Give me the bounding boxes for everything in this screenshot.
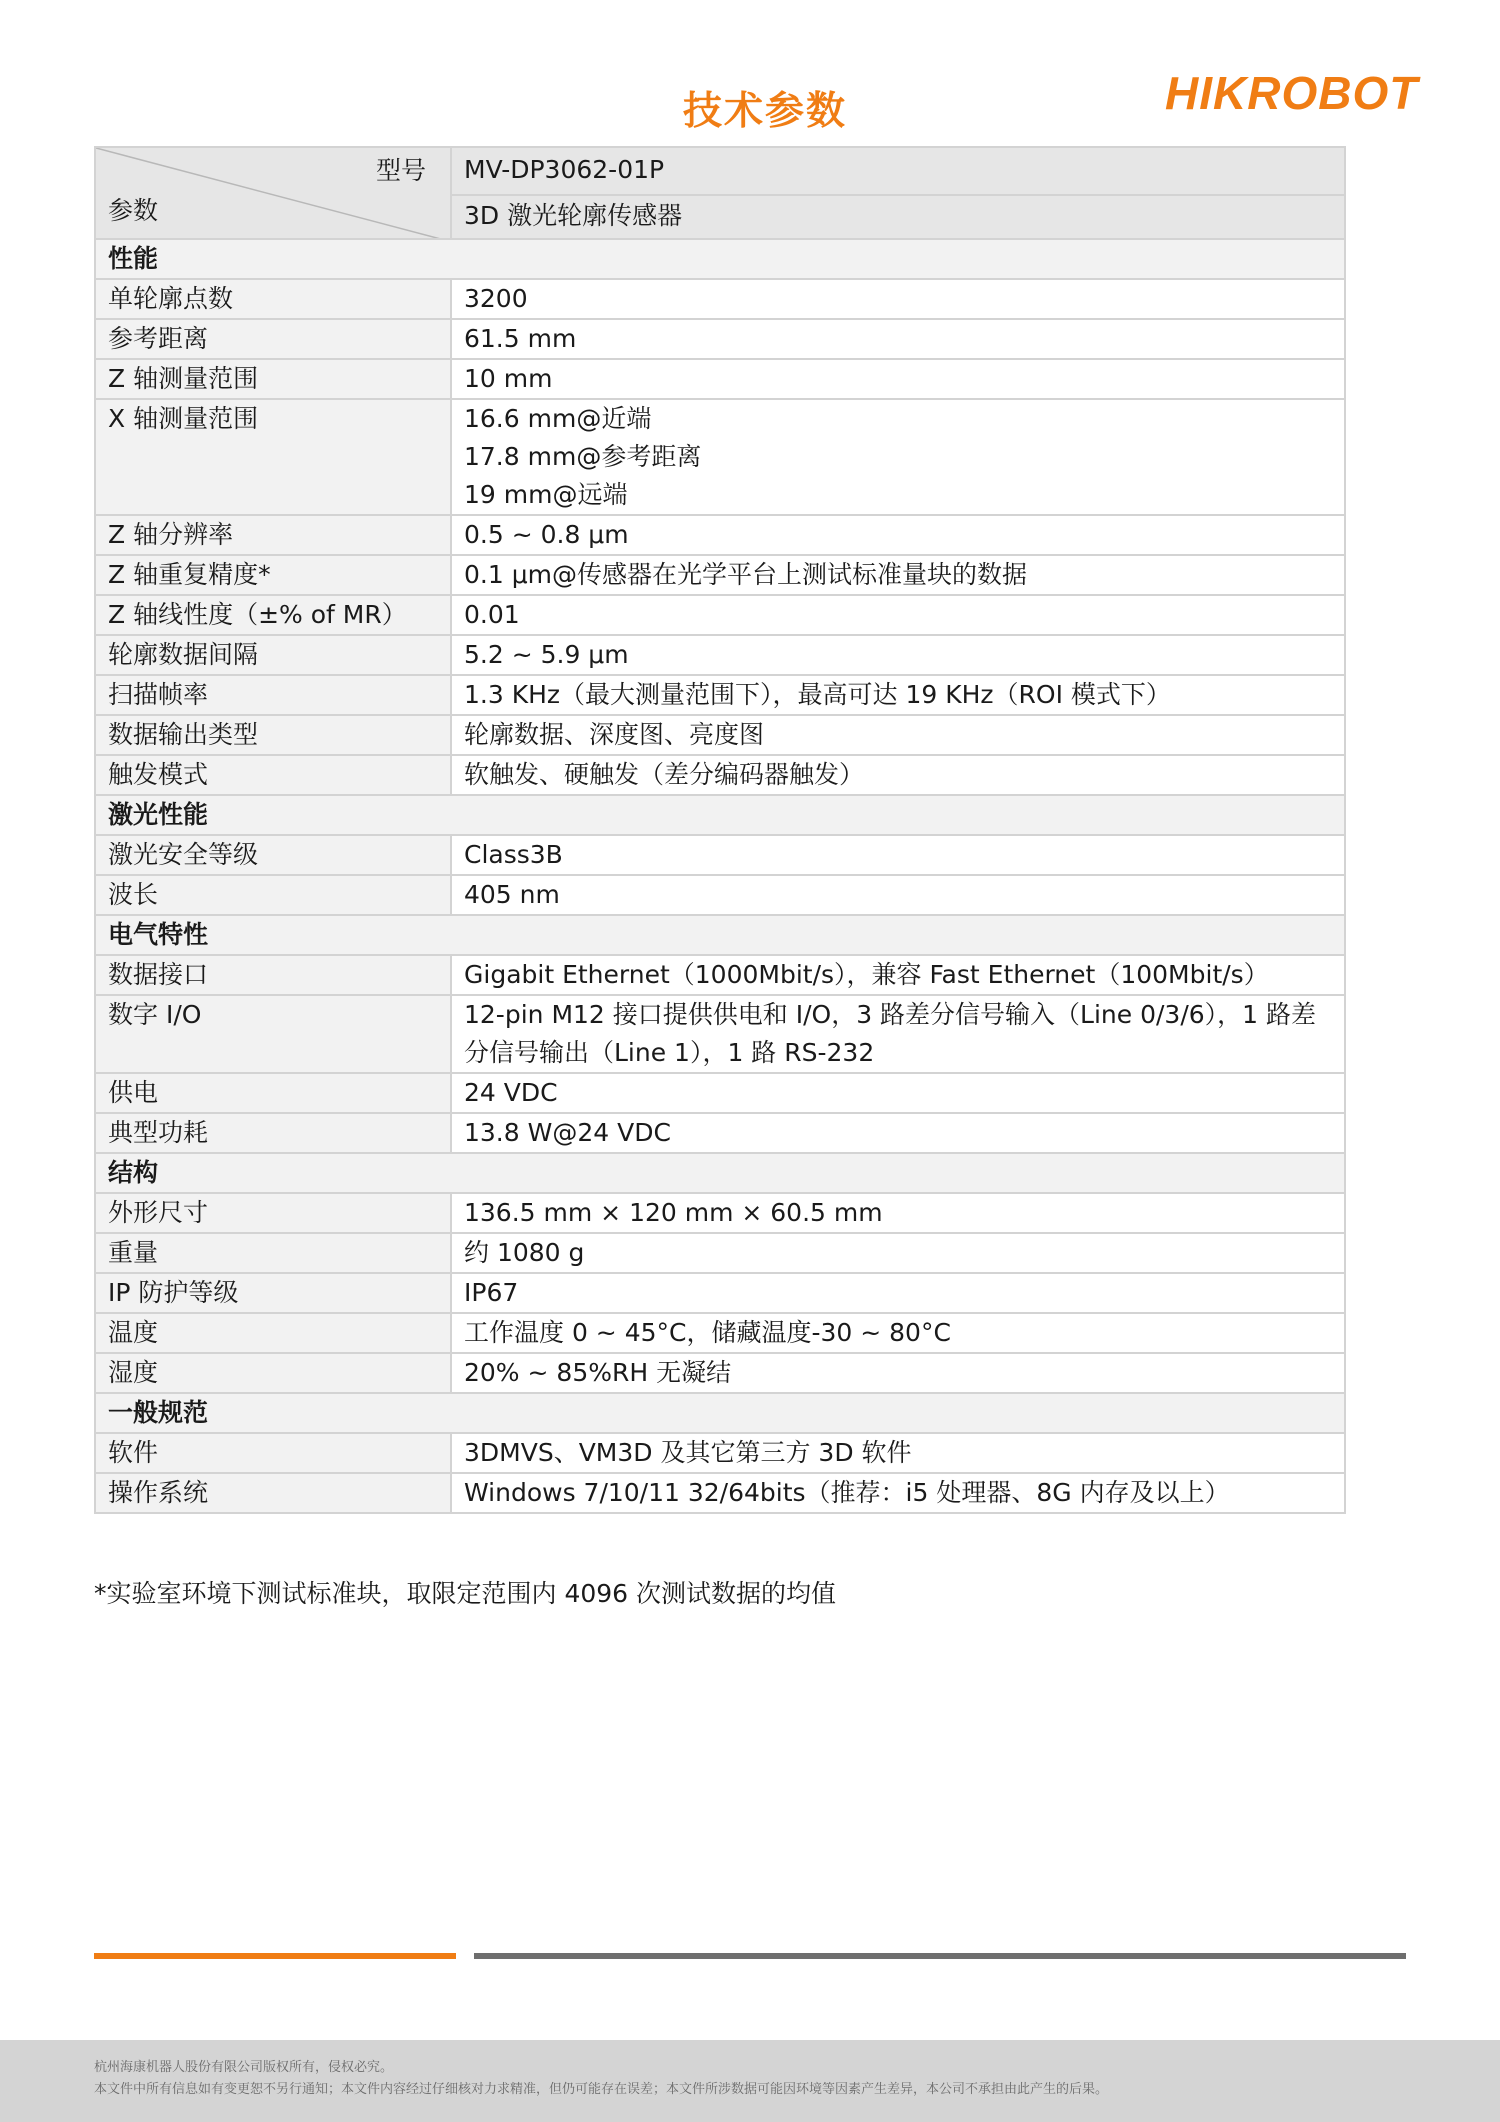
table-row: [95, 1273, 1345, 1313]
footer: [0, 2040, 1500, 2122]
section-title: 一般规范: [95, 1393, 1345, 1433]
param-value: 136.5 mm × 120 mm × 60.5 mm: [451, 1193, 1345, 1233]
param-label: 供电: [95, 1073, 451, 1113]
param-label: 数字 I/O: [95, 995, 451, 1073]
table-row: [95, 675, 1345, 715]
param-label: 数据接口: [95, 955, 451, 995]
param-label: 重量: [95, 1233, 451, 1273]
corner-param-label: 参数: [108, 196, 159, 225]
table-row: [95, 319, 1345, 359]
hikrobot-logo: HIKROBOT: [1165, 67, 1419, 119]
copyright-text: 杭州海康机器人股份有限公司版权所有，侵权必究。: [94, 2060, 394, 2075]
param-label: Z 轴线性度（±% of MR）: [95, 595, 451, 635]
param-value: Windows 7/10/11 32/64bits（推荐：i5 处理器、8G 内存及以上）: [451, 1473, 1345, 1513]
section-row: [95, 915, 1345, 955]
param-label: Z 轴重复精度*: [95, 555, 451, 595]
param-value: 12-pin M12 接口提供供电和 I/O，3 路差分信号输入（Line 0/3/6），1 路差 分信号输出（Line 1），1 路 RS-232: [451, 995, 1345, 1073]
page-title: 技术参数: [682, 89, 847, 134]
param-value: 3DMVS、VM3D 及其它第三方 3D 软件: [451, 1433, 1345, 1473]
table-row: [95, 635, 1345, 675]
param-label: Z 轴分辨率: [95, 515, 451, 555]
param-value: 16.6 mm@近端 17.8 mm@参考距离 19 mm@远端: [451, 399, 1345, 515]
table-row: [95, 1313, 1345, 1353]
table-row: [95, 1193, 1345, 1233]
param-label: 温度: [95, 1313, 451, 1353]
table-row: [95, 1353, 1345, 1393]
table-row: [95, 995, 1345, 1073]
param-label: 操作系统: [95, 1473, 451, 1513]
spec-table: [94, 146, 1346, 1514]
param-value: 20% ~ 85%RH 无凝结: [451, 1353, 1345, 1393]
footer-accent-bar: [94, 1953, 456, 1959]
table-corner-cell: [95, 147, 451, 239]
param-value: 405 nm: [451, 875, 1345, 915]
section-title: 性能: [95, 239, 1345, 279]
param-value: 10 mm: [451, 359, 1345, 399]
table-row: [95, 835, 1345, 875]
param-value: 0.5 ~ 0.8 μm: [451, 515, 1345, 555]
product-name: 3D 激光轮廓传感器: [451, 195, 1345, 239]
table-row: [95, 515, 1345, 555]
table-row: [95, 1473, 1345, 1513]
table-row: [95, 1113, 1345, 1153]
table-row: [95, 595, 1345, 635]
section-title: 结构: [95, 1153, 1345, 1193]
param-label: 参考距离: [95, 319, 451, 359]
header-row-model: [95, 147, 1345, 195]
section-title: 电气特性: [95, 915, 1345, 955]
section-row: [95, 795, 1345, 835]
model-number: MV-DP3062-01P: [451, 147, 1345, 195]
section-row: [95, 1153, 1345, 1193]
param-value: Class3B: [451, 835, 1345, 875]
param-label: 触发模式: [95, 755, 451, 795]
param-label: 软件: [95, 1433, 451, 1473]
param-label: 波长: [95, 875, 451, 915]
section-row: [95, 239, 1345, 279]
table-row: [95, 715, 1345, 755]
table-row: [95, 359, 1345, 399]
table-row: [95, 555, 1345, 595]
param-value: 24 VDC: [451, 1073, 1345, 1113]
param-value: 13.8 W@24 VDC: [451, 1113, 1345, 1153]
param-value: 1.3 KHz（最大测量范围下），最高可达 19 KHz（ROI 模式下）: [451, 675, 1345, 715]
param-value: 工作温度 0 ~ 45°C，储藏温度-30 ~ 80°C: [451, 1313, 1345, 1353]
table-row: [95, 755, 1345, 795]
corner-model-label: 型号: [375, 156, 426, 185]
param-label: 湿度: [95, 1353, 451, 1393]
param-value: 约 1080 g: [451, 1233, 1345, 1273]
param-value: 61.5 mm: [451, 319, 1345, 359]
param-value: 0.01: [451, 595, 1345, 635]
param-label: IP 防护等级: [95, 1273, 451, 1313]
section-title: 激光性能: [95, 795, 1345, 835]
param-value: IP67: [451, 1273, 1345, 1313]
param-label: 数据输出类型: [95, 715, 451, 755]
param-label: 轮廓数据间隔: [95, 635, 451, 675]
param-label: 典型功耗: [95, 1113, 451, 1153]
param-value: 5.2 ~ 5.9 μm: [451, 635, 1345, 675]
table-row: [95, 1433, 1345, 1473]
param-label: 单轮廓点数: [95, 279, 451, 319]
table-row: [95, 875, 1345, 915]
disclaimer-text: 本文件中所有信息如有变更恕不另行通知；本文件内容经过仔细核对力求精准，但仍可能存在误差；本文件所涉数据可能因环境等因素产生差异，本公司不承担由此产生的后果。: [94, 2082, 1109, 2097]
param-label: 扫描帧率: [95, 675, 451, 715]
param-value: 轮廓数据、深度图、亮度图: [451, 715, 1345, 755]
section-row: [95, 1393, 1345, 1433]
table-row: [95, 399, 1345, 515]
footer-divider-bar: [474, 1953, 1406, 1959]
param-value: 0.1 μm@传感器在光学平台上测试标准量块的数据: [451, 555, 1345, 595]
table-row: [95, 955, 1345, 995]
param-value: 3200: [451, 279, 1345, 319]
param-label: 激光安全等级: [95, 835, 451, 875]
param-value: 软触发、硬触发（差分编码器触发）: [451, 755, 1345, 795]
table-row: [95, 279, 1345, 319]
param-label: Z 轴测量范围: [95, 359, 451, 399]
table-row: [95, 1233, 1345, 1273]
param-label: 外形尺寸: [95, 1193, 451, 1233]
param-value: Gigabit Ethernet（1000Mbit/s），兼容 Fast Ethernet（100Mbit/s）: [451, 955, 1345, 995]
table-row: [95, 1073, 1345, 1113]
footnote: *实验室环境下测试标准块，取限定范围内 4096 次测试数据的均值: [94, 1579, 837, 1608]
param-label: X 轴测量范围: [95, 399, 451, 515]
